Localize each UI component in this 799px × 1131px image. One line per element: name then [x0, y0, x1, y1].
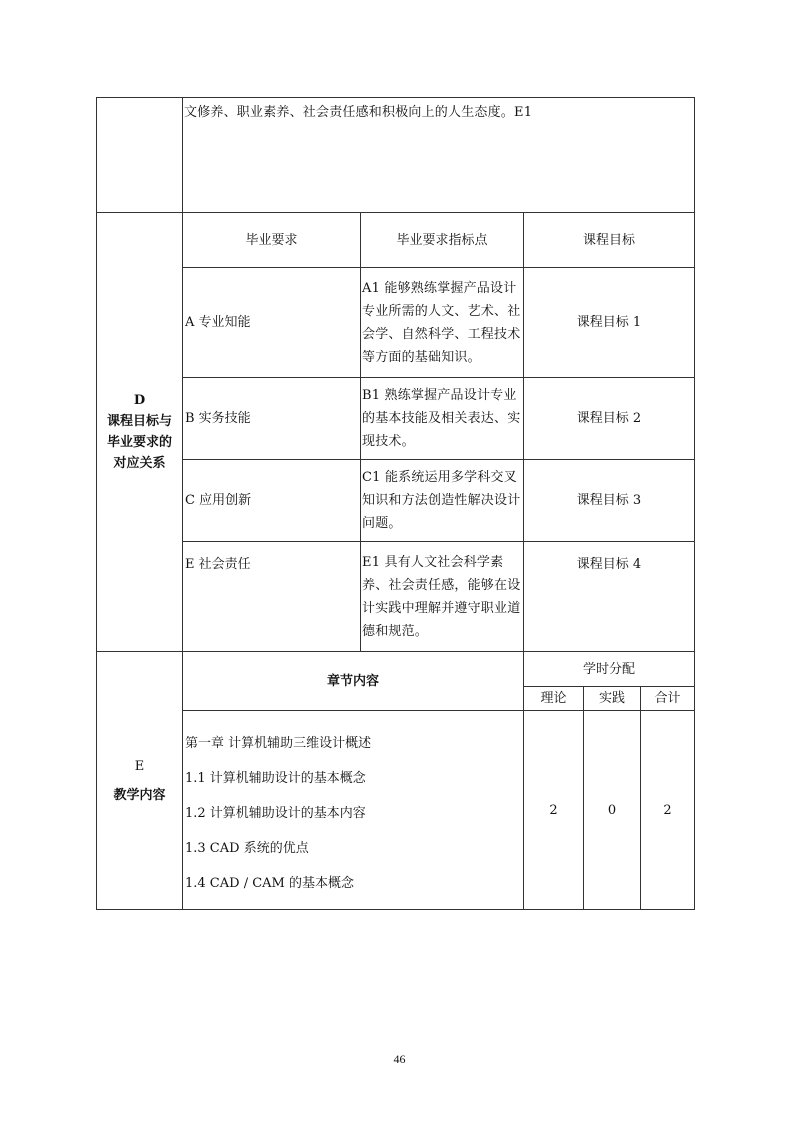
section-d-title-line-2: 毕业要求的 — [106, 435, 172, 450]
mapping-row — [97, 268, 695, 378]
header-goal: 课程目标 — [524, 213, 695, 268]
header-indicator: 毕业要求指标点 — [361, 213, 524, 268]
goal-cell: 课程目标 3 — [524, 460, 695, 542]
chapter-content — [183, 711, 524, 910]
chapter-header: 章节内容 — [183, 652, 524, 711]
hours-header: 学时分配 — [524, 652, 695, 687]
section-d-label — [97, 213, 183, 652]
hours-total-value: 2 — [641, 711, 695, 910]
requirement-cell: A 专业知能 — [183, 268, 361, 378]
requirement-cell: B 实务技能 — [183, 378, 361, 460]
content-header-row — [97, 652, 695, 687]
content-row — [97, 711, 695, 910]
section-e-title: 教学内容 — [113, 787, 166, 803]
mapping-row — [97, 378, 695, 460]
indicator-cell: C1 能系统运用多学科交叉知识和方法创造性解决设计问题。 — [361, 460, 524, 542]
indicator-cell: A1 能够熟练掌握产品设计专业所需的人文、艺术、社会学、自然科学、工程技术等方面的基础知识。 — [361, 268, 524, 378]
hours-col-theory: 理论 — [524, 687, 584, 711]
goal-cell: 课程目标 1 — [524, 268, 695, 378]
content-line: 1.4 CAD / CAM 的基本概念 — [185, 876, 354, 891]
indicator-cell: B1 熟练掌握产品设计专业的基本技能及相关表达、实现技术。 — [361, 378, 524, 460]
intro-row — [97, 98, 695, 213]
content-line: 1.2 计算机辅助设计的基本内容 — [185, 806, 366, 821]
mapping-row — [97, 460, 695, 542]
hours-theory-value: 2 — [524, 711, 584, 910]
section-e-label — [97, 652, 183, 910]
goal-cell: 课程目标 4 — [524, 542, 695, 652]
indicator-cell: E1 具有人文社会科学素养、社会责任感，能够在设计实践中理解并遵守职业道德和规范。 — [361, 542, 524, 652]
requirement-cell: C 应用创新 — [183, 460, 361, 542]
course-table — [96, 97, 695, 910]
hours-practice-value: 0 — [584, 711, 641, 910]
content-line: 第一章 计算机辅助三维设计概述 — [185, 736, 372, 751]
header-requirement: 毕业要求 — [183, 213, 361, 268]
page-number: 46 — [393, 1052, 406, 1066]
mapping-row — [97, 542, 695, 652]
hours-col-practice: 实践 — [584, 687, 641, 711]
section-e-code: E — [134, 758, 145, 774]
intro-text: 文修养、职业素养、社会责任感和积极向上的人生态度。E1 — [183, 98, 695, 213]
section-d-title-line-3: 对应关系 — [113, 456, 166, 471]
hours-col-total: 合计 — [641, 687, 695, 711]
intro-left-cell — [97, 98, 183, 213]
content-line: 1.3 CAD 系统的优点 — [185, 841, 309, 856]
goal-cell: 课程目标 2 — [524, 378, 695, 460]
section-d-title-line-1: 课程目标与 — [106, 414, 172, 429]
mapping-header-row — [97, 213, 695, 268]
section-d-code: D — [133, 393, 146, 408]
content-line: 1.1 计算机辅助设计的基本概念 — [185, 771, 366, 786]
requirement-cell: E 社会责任 — [183, 542, 361, 652]
